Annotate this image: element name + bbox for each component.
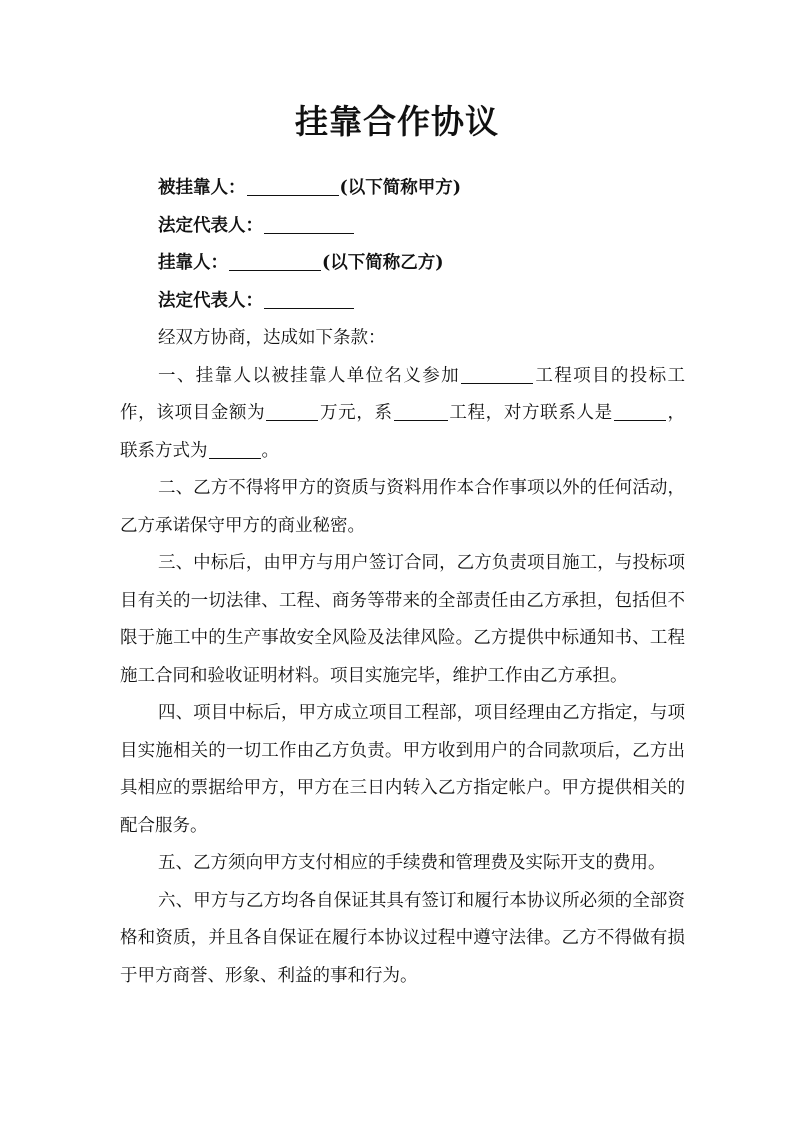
clause-3: 三、中标后，由甲方与用户签订合同，乙方负责项目施工，与投标项目有关的一切法律、工程、商务等带来的全部责任由乙方承担，包括但不限于施工中的生产事故安全风险及法律风险。乙方提供中标通知书、工程施工合同和验收证明材料。项目实施完毕，维护工作由乙方承担。	[120, 553, 685, 686]
party-b-rep-blank	[264, 288, 354, 309]
clause-1-part-3: 万元，系	[319, 403, 393, 423]
project-type-blank	[394, 400, 448, 421]
party-a-blank	[247, 175, 339, 196]
clause-5: 五、乙方须向甲方支付相应的手续费和管理费及实际开支的费用。	[158, 853, 666, 873]
party-a-rep-line	[120, 208, 685, 246]
party-b-rep-line	[120, 283, 685, 321]
clause-6: 六、甲方与乙方均各自保证其具有签订和履行本协议所必须的全部资格和资质，并且各自保证在履行本协议过程中遵守法律。乙方不得做有损于甲方商誉、形象、利益的事和行为。	[120, 890, 685, 986]
intro-text: 经双方协商，达成如下条款：	[158, 328, 386, 348]
clause-1-part-1: 一、挂靠人以被挂靠人单位名义参加	[158, 365, 460, 386]
clause-1-part-4: 工程，对方联系人是	[448, 403, 613, 423]
party-b-line	[120, 245, 685, 283]
document-title: 挂靠合作协议	[295, 102, 499, 141]
party-b-blank	[229, 250, 321, 271]
party-b-rep-label: 法定代表人：	[158, 290, 263, 311]
clause-1	[120, 358, 685, 471]
party-a-label: 被挂靠人：	[158, 178, 246, 198]
contact-method-blank	[209, 438, 261, 459]
party-a-rep-blank	[264, 213, 354, 234]
amount-blank	[266, 400, 318, 421]
document-body	[120, 170, 685, 995]
clause-1-part-6: 。	[261, 440, 279, 461]
clause-1-part-2: 工程项目的投标工作，该项目金额为	[120, 365, 685, 423]
project-name-blank	[461, 363, 533, 384]
party-a-rep-label: 法定代表人：	[158, 215, 263, 236]
contact-person-blank	[614, 400, 666, 421]
clause-2: 二、乙方不得将甲方的资质与资料用作本合作事项以外的任何活动，乙方承诺保守甲方的商业秘密。	[120, 478, 685, 536]
clause-4: 四、项目中标后，甲方成立项目工程部，项目经理由乙方指定，与项目实施相关的一切工作由乙方负责。甲方收到用户的合同款项后，乙方出具相应的票据给甲方，甲方在三日内转入乙方指定帐户。甲方提供相关的配合服务。	[120, 703, 685, 836]
party-a-suffix: (以下简称甲方)	[339, 178, 462, 198]
party-a-line	[120, 170, 685, 208]
party-b-label: 挂靠人：	[158, 253, 228, 273]
clause-1-part-5: ，联系方式为	[120, 403, 686, 461]
party-b-suffix: (以下简称乙方)	[322, 253, 444, 273]
